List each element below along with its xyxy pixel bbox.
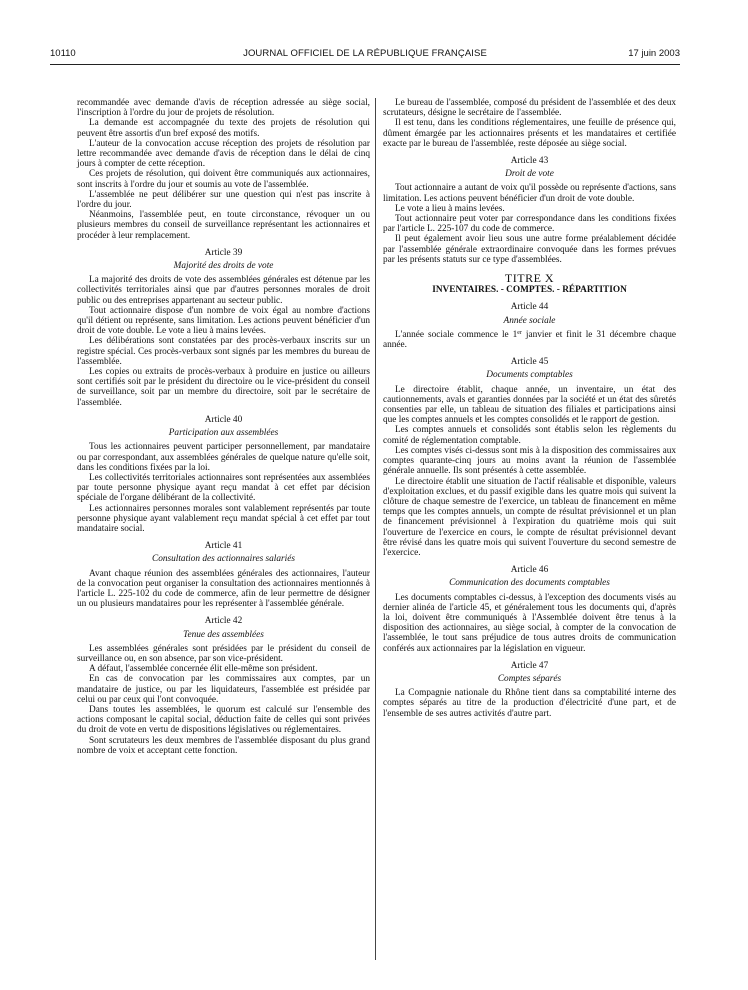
paragraph: Les actionnaires personnes morales sont valablement représentés par toute personne physique ayant valablement reçu mandat spécial à cet effet par tout mandataire social. bbox=[77, 503, 370, 534]
article-subtitle: Tenue des assemblées bbox=[183, 629, 264, 640]
article-heading: Article 39 bbox=[204, 247, 243, 258]
paragraph: Néanmoins, l'assemblée peut, en toute circonstance, révoquer un ou plusieurs membres du conseil de surveillance représentant les actionnaires et procéder à leur remplacement. bbox=[77, 210, 370, 241]
article-subtitle: Droit de vote bbox=[505, 169, 554, 180]
paragraph: Les documents comptables ci-dessus, à l'exception des documents visés au dernier alinéa de l'article 45, et généralement tous les documents qui, d'après la loi, doivent être communiqués à l'Assemblée doivent être tenus à la disposition des actionnaires, au siège social, à compter de la convocation de l'assemblée, le tout sans préjudice de tous autres droits de communication conférés aux actionnaires par la législation en vigueur. bbox=[383, 592, 676, 654]
article-subtitle: Année sociale bbox=[503, 315, 556, 326]
paragraph: Le directoire établit une situation de l'actif réalisable et disponible, valeurs d'exploitation exclues, et du passif exigible dans les quatre mois qui suivent la clôture de chaque semestre de l'exercice, un tableau de financement en même temps que les comptes annuels, un compte de résultat prévisionnel et un plan de financement prévisionnel à l'expiration du quatrième mois qui suit l'ouverture de l'exercice en cours, le compte de résultat prévisionnel devant être révisé dans les quatre mois qui suivent l'ouverture du second semestre de l'exercice. bbox=[383, 476, 676, 558]
paragraph: Les comptes annuels et consolidés sont établis selon les règlements du comité de réglementation comptable. bbox=[383, 425, 676, 446]
article-subtitle: Communication des documents comptables bbox=[449, 578, 610, 589]
paragraph: A défaut, l'assemblée concernée élit elle-même son président. bbox=[89, 664, 318, 675]
paragraph: La majorité des droits de vote des assemblées générales est détenue par les collectivités territoriales ainsi que par d'autres personnes morales de droit public ou des entreprises appartenant au secteur public. bbox=[77, 275, 370, 306]
paragraph: La Compagnie nationale du Rhône tient dans sa comptabilité interne des comptes séparés au titre de la production d'électricité d'une part, et de l'ensemble de ses autres activités d'autre part. bbox=[383, 688, 676, 719]
paragraph: Le directoire établit, chaque année, un inventaire, un état des cautionnements, avals et garanties données par la société et un état des sûretés consenties par elle, un tableau de situation des filiales et participations ainsi que les comptes annuels et les comptes consolidés et le rapport de gestion. bbox=[383, 384, 676, 426]
paragraph bbox=[383, 330, 676, 350]
paragraph: En cas de convocation par les commissaires aux comptes, par un mandataire de justice, ou par les liquidateurs, l'assemblée est présidée par celui ou par ceux qui l'ont convoquée. bbox=[77, 674, 370, 705]
paragraph: Ces projets de résolution, qui doivent être communiqués aux actionnaires, sont inscrits à l'ordre du jour et soumis au vote de l'assemblée. bbox=[77, 169, 370, 190]
journal-title: JOURNAL OFFICIEL DE LA RÉPUBLIQUE FRANÇAISE bbox=[243, 48, 487, 59]
paragraph: Il est tenu, dans les conditions réglementaires, une feuille de présence qui, dûment émargée par les actionnaires présents et les mandataires et certifiée exacte par le bureau de l'assemblée, reste déposée au siège social. bbox=[383, 118, 676, 149]
title-subheading: INVENTAIRES. - COMPTES. - RÉPARTITION bbox=[432, 285, 627, 296]
paragraph: Il peut également avoir lieu sous une autre forme préalablement décidée par l'assemblée générale extraordinaire convoquée dans les formes prévues par les présents statuts sur ce type d'assemblées. bbox=[383, 234, 676, 265]
article-heading: Article 41 bbox=[204, 541, 243, 552]
paragraph: Dans toutes les assemblées, le quorum est calculé sur l'ensemble des actions composant le capital social, déduction faite de celles qui sont privées du droit de vote en vertu de dispositions législatives ou réglementaires. bbox=[77, 704, 370, 736]
paragraph: Les comptes visés ci-dessus sont mis à la disposition des commissaires aux comptes quarante-cinq jours au moins avant la réunion de l'assemblée générale annuelle. Ils sont présentés à cette assemblée. bbox=[383, 445, 676, 477]
paragraph: Avant chaque réunion des assemblées générales des actionnaires, l'auteur de la convocation peut organiser la consultation des actionnaires mentionnés à l'article L. 225-102 du code de commerce, afin de leur permettre de désigner un ou plusieurs mandataires pour les représenter à l'assemblée générale. bbox=[77, 568, 370, 610]
paragraph: Sont scrutateurs les deux membres de l'assemblée disposant du plus grand nombre de voix et acceptant cette fonction. bbox=[77, 735, 370, 756]
paragraph: Tout actionnaire peut voter par correspondance dans les conditions fixées par l'article L. 225-107 du code de commerce. bbox=[383, 214, 676, 235]
paragraph: Les assemblées générales sont présidées par le président du conseil de surveillance ou, en son absence, par son vice-président. bbox=[77, 643, 370, 664]
paragraph: Tous les actionnaires peuvent participer personnellement, par mandataire ou par correspondant, aux assemblées générales de quelque nature qu'elle soit, dans les conditions fixées par la loi. bbox=[77, 442, 370, 473]
article-subtitle: Comptes séparés bbox=[497, 673, 562, 684]
article-subtitle: Consultation des actionnaires salariés bbox=[152, 554, 295, 565]
page-header bbox=[50, 48, 680, 62]
article-subtitle: Documents comptables bbox=[486, 370, 573, 381]
paragraph: Tout actionnaire dispose d'un nombre de voix égal au nombre d'actions qu'il détient ou représente, sans limitation. Les actions peuvent bénéficier d'un droit de vote double. Le vote a lieu à mains levées. bbox=[77, 305, 370, 337]
article-heading: Article 40 bbox=[204, 414, 243, 425]
paragraph: Le bureau de l'assemblée, composé du président de l'assemblée et des deux scrutateurs, désigne le secrétaire de l'assemblée. bbox=[383, 98, 676, 119]
paragraph: Tout actionnaire a autant de voix qu'il possède ou représente d'actions, sans limitation. Les actions peuvent bénéficier d'un droit de vote double. bbox=[383, 183, 676, 204]
paragraph: Les collectivités territoriales actionnaires sont représentées aux assemblées par toute personne physique ayant reçu mandat à cet effet par décision spéciale de l'organe délibérant de la collectivité. bbox=[77, 472, 370, 504]
title-heading: TITRE X bbox=[504, 271, 555, 286]
column-divider bbox=[375, 98, 376, 960]
paragraph: Le vote a lieu à mains levées. bbox=[395, 203, 505, 214]
paragraph: L'auteur de la convocation accuse réception des projets de résolution par lettre recommandée avec demande d'avis de réception dans le délai de cinq jours à compter de cette réception. bbox=[77, 138, 370, 170]
paragraph: L'assemblée ne peut délibérer sur une question qui n'est pas inscrite à l'ordre du jour. bbox=[77, 189, 370, 211]
article-heading: Article 44 bbox=[510, 302, 549, 313]
text-run: L'année sociale commence le 1 bbox=[395, 329, 518, 340]
article-subtitle: Majorité des droits de vote bbox=[173, 261, 274, 272]
paragraph: Les copies ou extraits de procès-verbaux à produire en justice ou ailleurs sont certifiés soit par le président du directoire ou le vice-président du conseil de surveillance, soit par un membre du directoire, soit par le secrétaire de l'assemblée. bbox=[77, 367, 370, 408]
page-number: 10110 bbox=[50, 48, 76, 59]
right-column bbox=[383, 98, 676, 719]
text-run: janvier et finit le 31 décembre chaque année. bbox=[383, 329, 677, 351]
publication-date: 17 juin 2003 bbox=[628, 48, 680, 59]
article-heading: Article 46 bbox=[510, 565, 549, 576]
article-heading: Article 42 bbox=[204, 616, 243, 627]
paragraph: Les délibérations sont constatées par des procès-verbaux inscrits sur un registre spécial. Ces procès-verbaux sont signés par les membres du bureau de l'assemblée. bbox=[77, 336, 370, 367]
article-heading: Article 45 bbox=[510, 357, 549, 368]
article-heading: Article 43 bbox=[510, 156, 549, 167]
paragraph: La demande est accompagnée du texte des projets de résolution qui peuvent être assortis d'un bref exposé des motifs. bbox=[77, 118, 370, 139]
header-rule bbox=[50, 64, 680, 65]
paragraph: recommandée avec demande d'avis de réception adressée au siège social, l'inscription à l'ordre du jour de projets de résolution. bbox=[77, 98, 370, 119]
superscript: er bbox=[517, 329, 522, 336]
article-heading: Article 47 bbox=[510, 660, 549, 671]
left-column bbox=[77, 98, 370, 756]
article-subtitle: Participation aux assemblées bbox=[168, 428, 279, 439]
